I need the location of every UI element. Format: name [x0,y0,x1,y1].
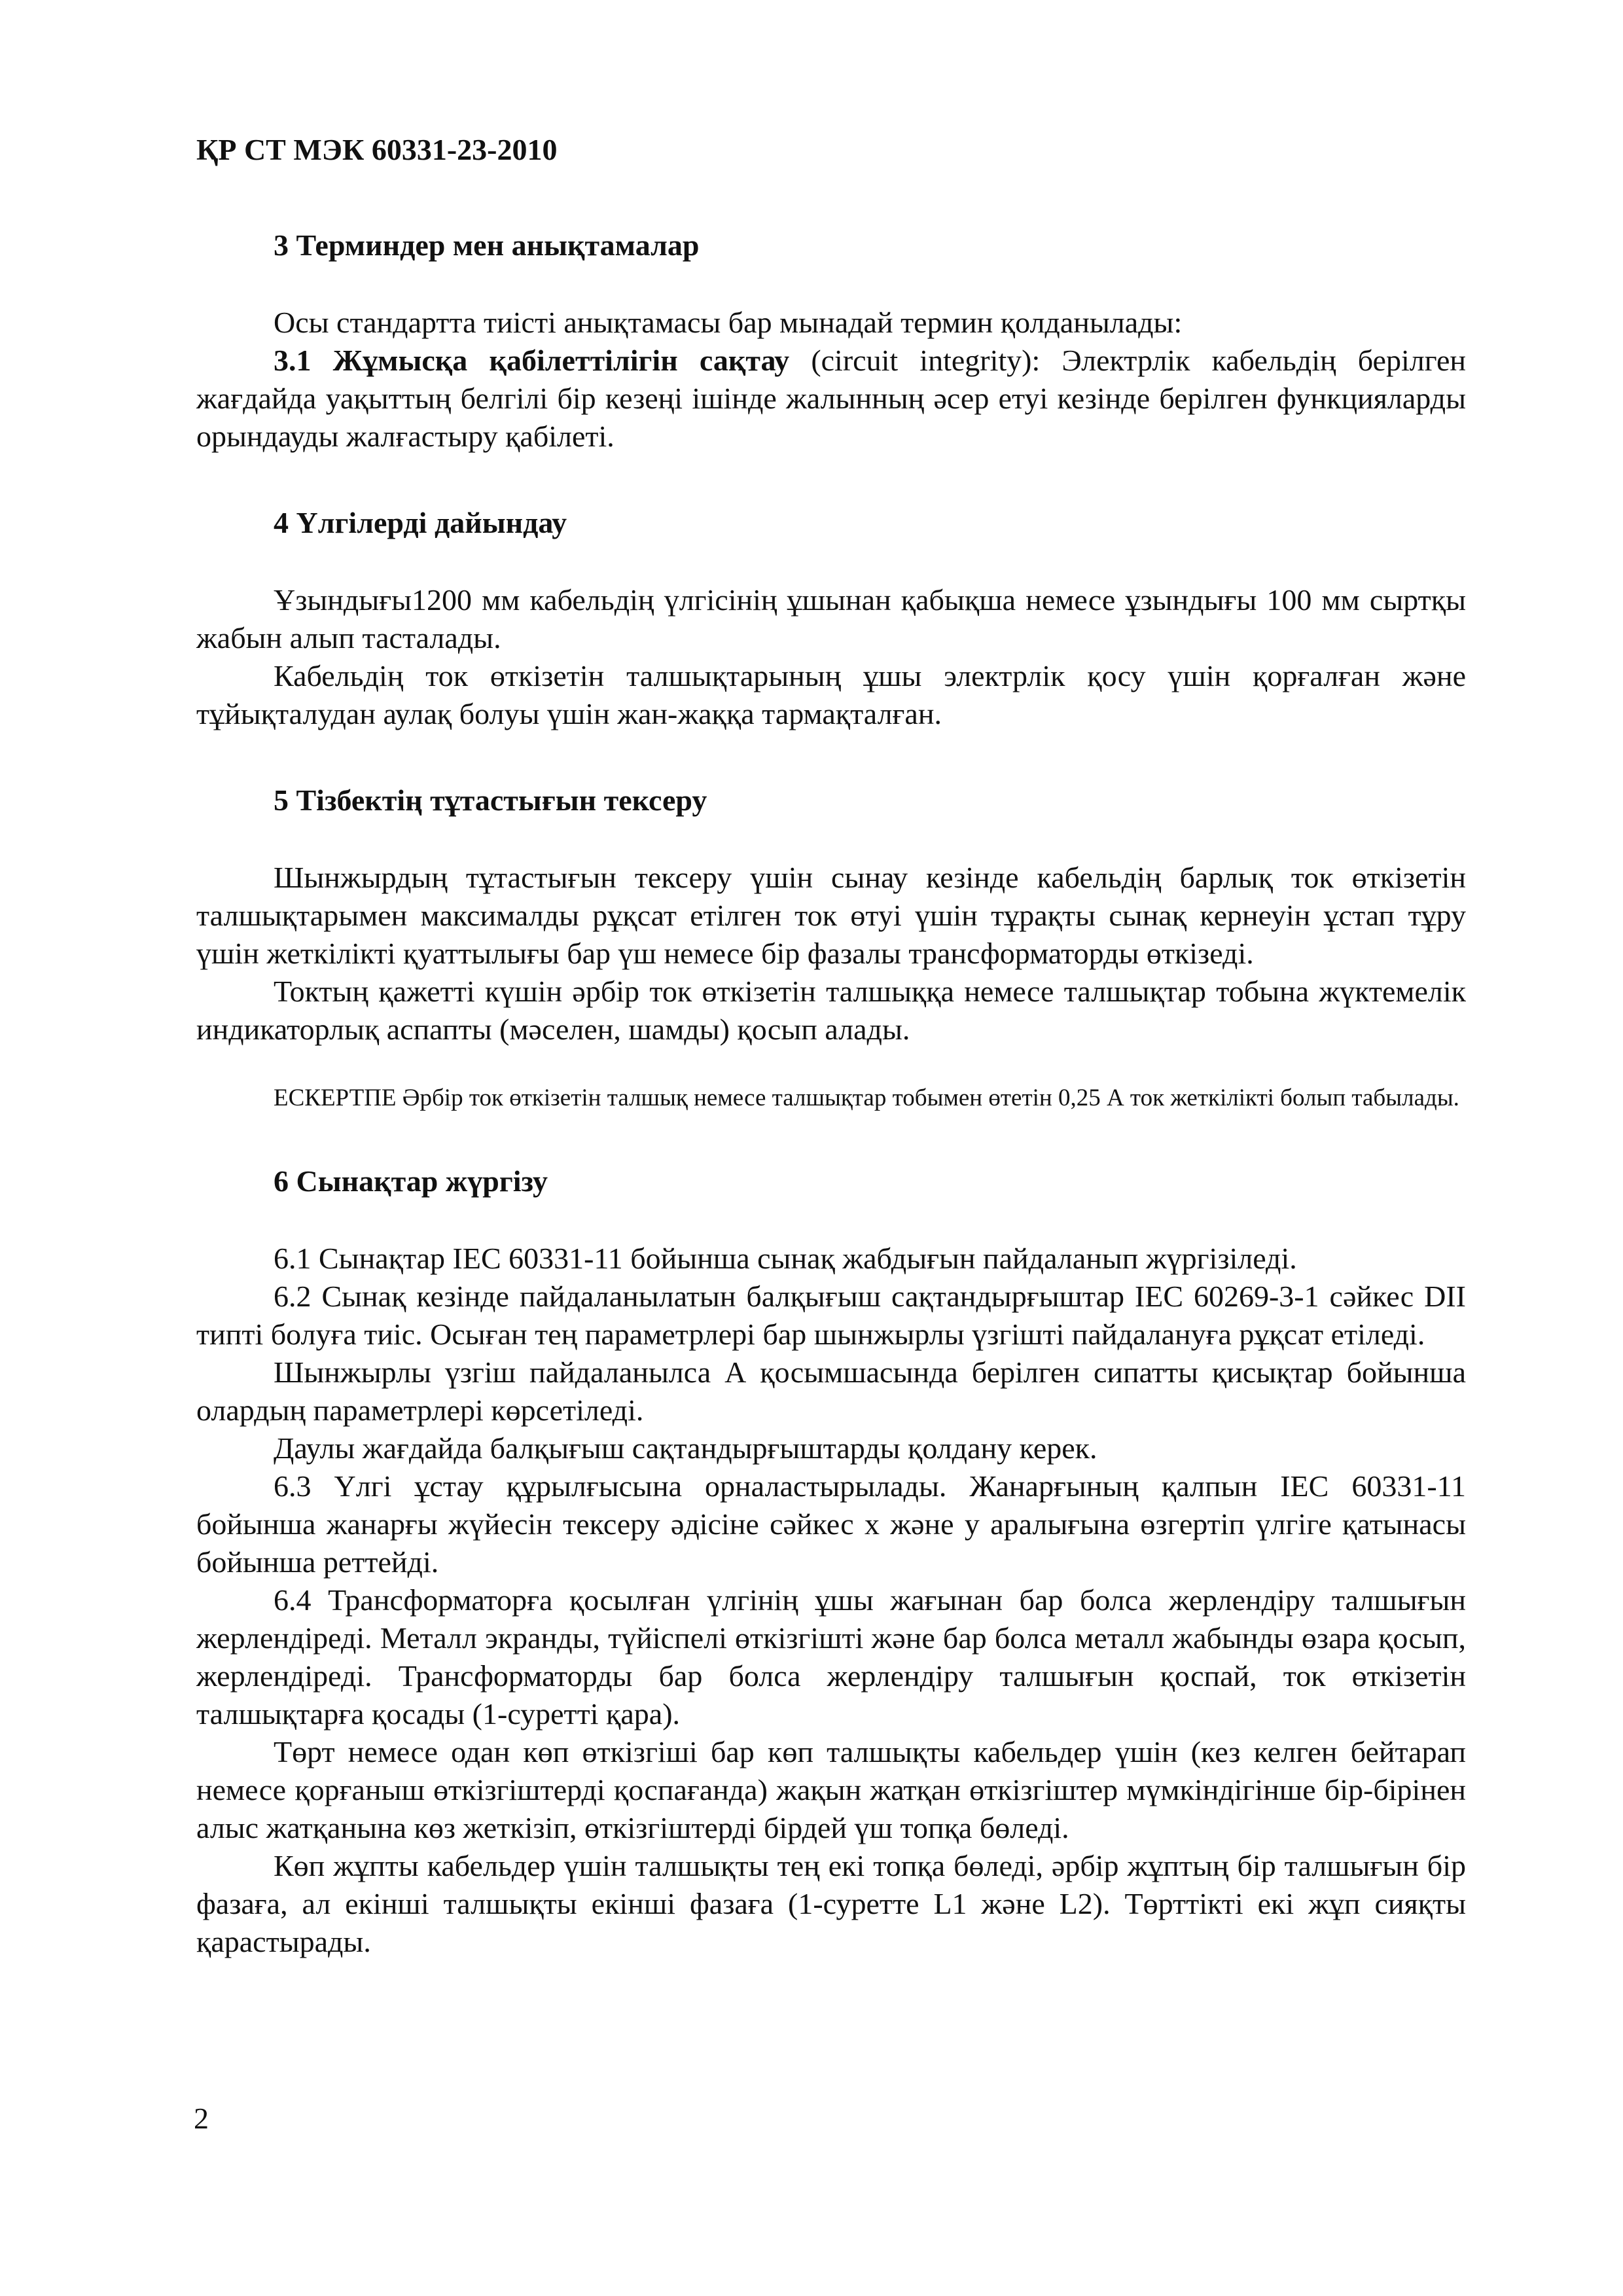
section-4-heading: 4 Үлгілерді дайындау [274,506,567,539]
section-4-samples [196,504,1466,733]
section-3-terms [196,226,1466,456]
section-3-intro: Осы стандартта тиісті анықтамасы бар мынадай термин қолданылады: [274,306,1183,339]
section-6-paragraph-4: Даулы жағдайда балқығыш сақтандырғыштарды қолдану керек. [274,1431,1097,1465]
document-id: ҚР СТ МЭК 60331-23-2010 [196,133,558,166]
section-6-heading: 6 Сынақтар жүргізу [274,1164,548,1198]
term-3-1-definition: (circuit integrity): Электрлік кабельдің берілген жағдайда уақыттың белгілі бір кезеңі ішінде жалынның әсер етуі кезінде берілген функцияларды орындауды жалғастыру қабілеті. [196,344,1466,453]
document-page [196,131,1466,2009]
section-6-paragraph-6: 6.4 Трансформаторға қосылған үлгінің ұшы жағынан бар болса жерлендіру талшығын жерлендіреді. Металл экранды, түйіспелі өткізгішті және бар болса металл жабынды өзара қосып, жерлендіреді. Трансформаторды бар болса жерлендіру талшығын қоспай, ток өткізетін талшықтарға қосады (1-суретті қара). [196,1583,1466,1731]
section-6-paragraph-5: 6.3 Үлгі ұстау құрылғысына орналастырылады. Жанарғының қалпын IEC 60331-11 бойынша жанарғы жүйесін тексеру әдісіне сәйкес x және y аралығына өзгертіп үлгіге қатынасы бойынша реттейді. [196,1469,1466,1579]
section-6-paragraph-1: 6.1 Сынақтар IEC 60331-11 бойынша сынақ жабдығын пайдаланып жүргізіледі. [274,1242,1297,1275]
section-3-heading: 3 Терминдер мен анықтамалар [274,228,700,262]
section-6-paragraph-2: 6.2 Сынақ кезінде пайдаланылатын балқығыш сақтандырғыштар IEC 60269-3-1 сәйкес DII типті болуға тиіс. Осыған тең параметрлері бар шынжырлы үзгішті пайдалануға рұқсат етіледі. [196,1280,1466,1351]
section-5-heading: 5 Тізбектің тұтастығын тексеру [274,783,707,817]
section-4-paragraph-1: Ұзындығы1200 мм кабельдің үлгісінің ұшынан қабықша немесе ұзындығы 100 мм сыртқы жабын алып тасталады. [196,583,1466,655]
section-5-paragraph-2: Токтың қажетті күшін әрбір ток өткізетін талшыққа немесе талшықтар тобына жүктемелік индикаторлық аспапты (мәселен, шамды) қосып алады. [196,975,1466,1046]
section-5-paragraph-1: Шынжырдың тұтастығын тексеру үшін сынау кезінде кабельдің барлық ток өткізетін талшықтарымен максималды рұқсат етілген ток өтуі үшін тұрақты сынақ кернеуін ұстап тұру үшін жеткілікті қуаттылығы бар үш немесе бір фазалы трансформаторды өткізеді. [196,861,1466,970]
section-4-paragraph-2: Кабельдің ток өткізетін талшықтарының ұшы электрлік қосу үшін қорғалған және тұйықталудан аулақ болуы үшін жан-жаққа тармақталған. [196,659,1466,730]
section-6-paragraph-3: Шынжырлы үзгіш пайдаланылса А қосымшасында берілген сипатты қисықтар бойынша олардың параметрлері көрсетіледі. [196,1355,1466,1427]
section-6-paragraph-7: Төрт немесе одан көп өткізгіші бар көп талшықты кабельдер үшін (кез келген бейтарап немесе қорғаныш өткізгіштерді қоспағанда) жақын жатқан өткізгіштер мүмкіндігінше бір-бірінен алыс жатқанына көз жеткізіп, өткізгіштерді бірдей үш топқа бөледі. [196,1735,1466,1844]
page-number: 2 [194,2102,209,2135]
section-5-note: ЕСКЕРТПЕ Әрбір ток өткізетін талшық немесе талшықтар тобымен өтетін 0,25 А ток жеткілікті болып табылады. [274,1085,1459,1111]
term-3-1 [196,342,1466,456]
section-6-tests [196,1162,1466,1961]
section-5-continuity [196,781,1466,1114]
term-3-1-label: 3.1 Жұмысқа қабілеттілігін сақтау [274,344,790,377]
section-6-paragraph-8: Көп жұпты кабельдер үшін талшықты тең екі топқа бөледі, әрбір жұптың бір талшығын бір фазаға, ал екінші талшықты екінші фазаға (1-суретте L1 және L2). Төрттікті екі жұп сияқты қарастырады. [196,1849,1466,1958]
